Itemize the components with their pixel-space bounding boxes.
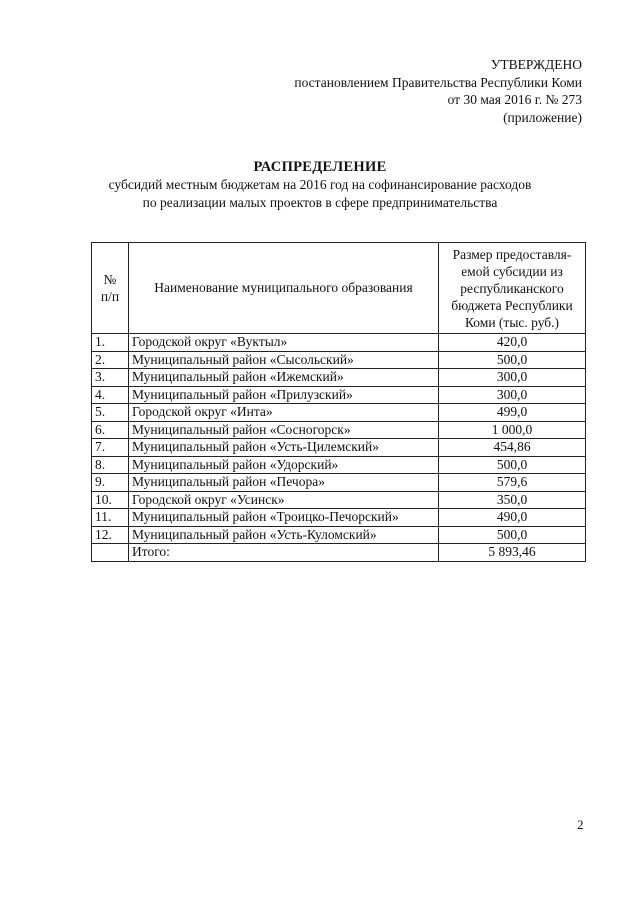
table-row xyxy=(92,456,586,474)
row-number: 1. xyxy=(92,334,129,352)
table-row xyxy=(92,369,586,387)
row-number: 5. xyxy=(92,404,129,422)
header-amount-line: Коми (тыс. руб.) xyxy=(464,314,560,330)
header-number xyxy=(92,243,129,334)
approval-authority: постановлением Правительства Республики Коми xyxy=(294,74,582,90)
row-municipality: Муниципальный район «Усть-Цилемский» xyxy=(129,439,439,457)
row-municipality: Городской округ «Вуктыл» xyxy=(129,334,439,352)
row-number: 10. xyxy=(92,491,129,509)
document-subtitle-line-2: по реализации малых проектов в сфере предпринимательства xyxy=(142,194,498,210)
row-municipality: Муниципальный район «Ижемский» xyxy=(129,369,439,387)
header-number-abbrev: п/п xyxy=(100,289,120,304)
row-amount: 300,0 xyxy=(439,386,586,404)
header-amount-line: бюджета Республики xyxy=(451,297,573,313)
row-amount: 420,0 xyxy=(439,334,586,352)
row-municipality: Городской округ «Усинск» xyxy=(129,491,439,509)
table-row xyxy=(92,491,586,509)
row-amount: 500,0 xyxy=(439,456,586,474)
approval-appendix-note: (приложение) xyxy=(503,109,582,125)
header-subsidy-amount xyxy=(439,243,586,334)
table-row xyxy=(92,439,586,457)
row-amount: 490,0 xyxy=(439,509,586,527)
table-row xyxy=(92,351,586,369)
row-amount: 500,0 xyxy=(439,351,586,369)
row-number: 12. xyxy=(92,526,129,544)
approval-heading: УТВЕРЖДЕНО xyxy=(490,57,582,72)
row-municipality: Муниципальный район «Усть-Куломский» xyxy=(129,526,439,544)
total-amount: 5 893,46 xyxy=(439,544,586,562)
table-row xyxy=(92,474,586,492)
table-row xyxy=(92,334,586,352)
table-total-row xyxy=(92,544,586,562)
row-number: 11. xyxy=(92,509,129,527)
row-number: 9. xyxy=(92,474,129,492)
approval-date-number: от 30 мая 2016 г. № 273 xyxy=(447,92,582,107)
approval-stamp xyxy=(294,56,582,126)
row-number: 8. xyxy=(92,456,129,474)
row-municipality: Городской округ «Инта» xyxy=(129,404,439,422)
row-amount: 350,0 xyxy=(439,491,586,509)
table-row xyxy=(92,526,586,544)
row-municipality: Муниципальный район «Удорский» xyxy=(129,456,439,474)
row-municipality: Муниципальный район «Сосногорск» xyxy=(129,421,439,439)
header-amount-line: Размер предоставля- xyxy=(452,246,572,262)
header-municipality: Наименование муниципального образования xyxy=(129,243,439,334)
distribution-table xyxy=(91,242,586,562)
row-amount: 300,0 xyxy=(439,369,586,387)
header-number-symbol: № xyxy=(103,272,117,287)
header-amount-line: республиканского xyxy=(460,280,564,296)
row-number: 3. xyxy=(92,369,129,387)
row-number: 2. xyxy=(92,351,129,369)
table-row xyxy=(92,386,586,404)
row-amount: 454,86 xyxy=(439,439,586,457)
total-label: Итого: xyxy=(129,544,439,562)
table-row xyxy=(92,421,586,439)
header-amount-line: емой субсидии из xyxy=(461,263,563,279)
row-amount: 579,6 xyxy=(439,474,586,492)
table-row xyxy=(92,509,586,527)
row-municipality: Муниципальный район «Печора» xyxy=(129,474,439,492)
row-amount: 500,0 xyxy=(439,526,586,544)
row-municipality: Муниципальный район «Прилузский» xyxy=(129,386,439,404)
document-subtitle-line-1: субсидий местным бюджетам на 2016 год на софинансирование расходов xyxy=(108,177,532,192)
row-number: 6. xyxy=(92,421,129,439)
table-header-row xyxy=(92,243,586,334)
row-number: 7. xyxy=(92,439,129,457)
row-amount: 499,0 xyxy=(439,404,586,422)
table-row xyxy=(92,404,586,422)
document-title: РАСПРЕДЕЛЕНИЕ xyxy=(253,159,387,175)
total-number-cell xyxy=(92,544,129,562)
row-number: 4. xyxy=(92,386,129,404)
row-municipality: Муниципальный район «Сысольский» xyxy=(129,351,439,369)
row-amount: 1 000,0 xyxy=(439,421,586,439)
document-title-block xyxy=(0,158,640,211)
row-municipality: Муниципальный район «Троицко-Печорский» xyxy=(129,509,439,527)
page-number: 2 xyxy=(577,817,584,832)
